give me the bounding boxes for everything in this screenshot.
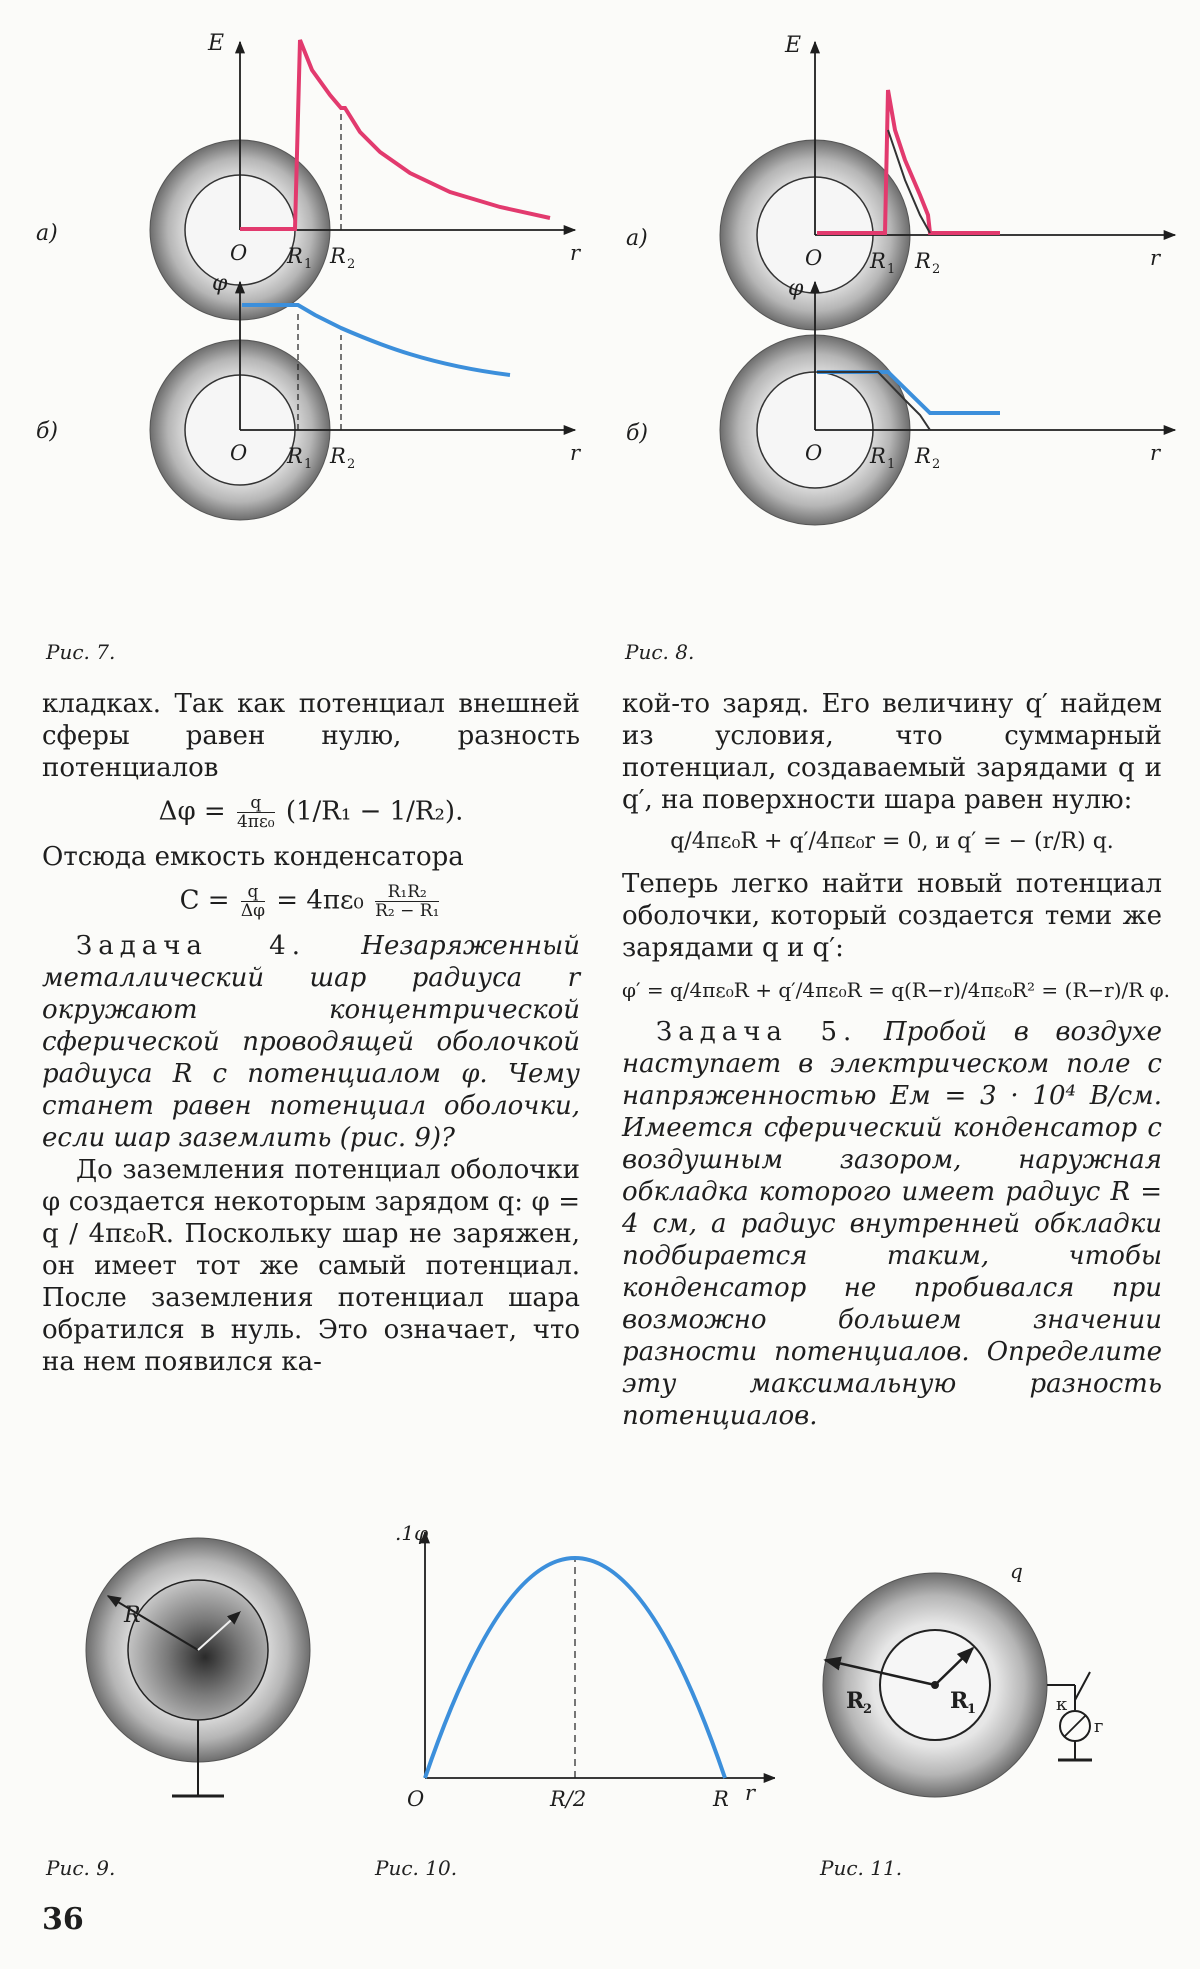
figure-9 xyxy=(80,1520,330,1820)
r2-sub-11: 2 xyxy=(863,1702,873,1717)
r-axis-label-7b: r xyxy=(570,441,581,465)
eq1-num: q xyxy=(237,794,275,813)
eq2-den: R₂ − R₁ xyxy=(375,901,440,921)
mid-label-10: R/2 xyxy=(550,1787,587,1811)
left-paragraph-3b: Поскольку шар не заряжен, он имеет тот же самый потенциал. После заземления потенциал шара обратился в нуль. Это означает, что на нем появился ка- xyxy=(42,1219,580,1377)
r2-label-7a: R xyxy=(330,244,346,268)
eq1-lhs: Δφ = xyxy=(158,796,226,827)
r1-sub-7b: 1 xyxy=(304,457,313,472)
left-column xyxy=(42,688,580,1378)
r-axis-label-8b: r xyxy=(1150,441,1161,465)
eq2-fraction xyxy=(375,883,439,920)
task-4 xyxy=(42,930,580,1154)
r2-sub-8b: 2 xyxy=(932,457,941,472)
equation-delta-phi xyxy=(42,794,580,831)
page-number: 36 xyxy=(42,1902,84,1937)
o-label-7b: O xyxy=(230,441,248,465)
phi-axis-label-8: φ xyxy=(788,276,804,301)
equation-capacitance xyxy=(42,883,580,920)
r1-sub-8b: 1 xyxy=(887,457,896,472)
r-label-9: R xyxy=(124,1603,141,1628)
right-paragraph-1: кой-то заряд. Его величину q′ найдем из условия, что суммарный потенциал, создаваемый зарядами q и q′, на поверхности шара равен нулю: xyxy=(622,689,1162,815)
left-paragraph-2: Отсюда емкость конденсатора xyxy=(42,842,464,872)
end-label-10: R xyxy=(713,1787,729,1811)
eq1-fraction xyxy=(237,794,275,831)
switch-11 xyxy=(1075,1672,1090,1700)
caption-fig-10: Рис. 10. xyxy=(375,1856,458,1880)
o-label-7a: O xyxy=(230,241,248,265)
eq2-num: R₁R₂ xyxy=(375,883,439,902)
left-paragraph-3-eq: φ = q / 4πε₀R. xyxy=(42,1187,581,1249)
figure-8 xyxy=(620,20,1180,620)
e-axis-label-7: E xyxy=(208,31,225,56)
task-4-text: Незаряженный металлический шар радиуса r окружают концентрической сферической проводящей оболочкой радиуса R с потенциалом φ. Чему станет равен потенциал оболочки, если шар заземлить (рис. 9)? xyxy=(42,931,580,1153)
o-label-10: O xyxy=(407,1787,425,1811)
o-label-8b: O xyxy=(805,441,823,465)
y-axis-label-10: .1φ xyxy=(395,1521,429,1545)
caption-fig-9: Рис. 9. xyxy=(46,1856,116,1880)
equation-phi-prime: φ′ = q/4πε₀R + q′/4πε₀R = q(R−r)/4πε₀R² = (R−r)/R φ. xyxy=(622,978,1171,1002)
left-paragraph-3a: До заземления потенциал оболочки φ создается некоторым зарядом q: xyxy=(42,1155,580,1217)
r2-label-7b: R xyxy=(330,444,346,468)
figure-10 xyxy=(395,1520,775,1820)
eq1-paren: (1/R₁ − 1/R₂). xyxy=(285,796,464,827)
phi-axis-label-7: φ xyxy=(212,271,228,296)
r1-sub-7a: 1 xyxy=(304,257,313,272)
switch-label-11: к xyxy=(1056,1694,1068,1715)
left-paragraph-1: кладках. Так как потенциал внешней сферы равен нулю, разность потенциалов xyxy=(42,689,580,783)
eq1-den: 4πε₀ xyxy=(236,812,275,832)
label-a-7: а) xyxy=(36,221,58,246)
figure-7 xyxy=(30,20,590,620)
task-5 xyxy=(622,1016,1162,1432)
r2-label-8a: R xyxy=(915,249,931,273)
caption-fig-7: Рис. 7. xyxy=(46,640,116,664)
r2-sub-7a: 2 xyxy=(347,257,356,272)
o-label-8a: O xyxy=(805,246,823,270)
task-4-label: Задача 4. xyxy=(76,931,306,961)
r2-label-11: R xyxy=(846,1688,865,1714)
r1-label-8b: R xyxy=(870,444,886,468)
label-b-7: б) xyxy=(36,419,59,444)
label-b-8: б) xyxy=(626,421,649,446)
right-paragraph-2: Теперь легко найти новый потенциал оболочки, который создается теми же зарядами q и q′: xyxy=(622,869,1162,963)
equation-q-prime: q/4πε₀R + q′/4πε₀r = 0, и q′ = − (r/R) q. xyxy=(670,829,1114,854)
r1-label-8a: R xyxy=(870,249,886,273)
left-paragraph-3 xyxy=(42,1154,580,1378)
r2-label-8b: R xyxy=(915,444,931,468)
task-5-text: Пробой в воздухе наступает в электрическом поле с напряженностью Eм = 3 · 10⁴ В/см. Имеется сферический конденсатор с воздушным зазором, наружная обкладка которого имеет радиус R = 4 см, а радиус внутренней обкладки подбирается таким, чтобы конденсатор не пробивался при возможно большем значении разности потенциалов. Определите эту максимальную разность потенциалов. xyxy=(622,1017,1163,1431)
r2-sub-8a: 2 xyxy=(932,262,941,277)
e-axis-label-8: E xyxy=(785,33,802,58)
eq2-mid: = 4πε₀ xyxy=(276,885,364,916)
r-axis-label-10: r xyxy=(745,1781,756,1805)
label-a-8: а) xyxy=(626,226,648,251)
r2-sub-7b: 2 xyxy=(347,457,356,472)
q-label-11: q xyxy=(1010,1560,1023,1583)
r1-sub-8a: 1 xyxy=(887,262,896,277)
eq2-lhs: C = xyxy=(179,885,230,916)
r1-label-7b: R xyxy=(287,444,303,468)
r-axis-label-8a: r xyxy=(1150,246,1161,270)
figure-11 xyxy=(810,1560,1170,1830)
task-5-label: Задача 5. xyxy=(656,1017,858,1047)
r1-label-7a: R xyxy=(287,244,303,268)
eq2-frac-q: $\frac{q}{\Delta\varphi}$ xyxy=(240,882,265,921)
caption-fig-11: Рис. 11. xyxy=(820,1856,903,1880)
right-column xyxy=(622,688,1171,1432)
galvanometer-label-11: г xyxy=(1094,1716,1104,1737)
caption-fig-8: Рис. 8. xyxy=(625,640,695,664)
r-axis-label-7a: r xyxy=(570,241,581,265)
r1-sub-11: 1 xyxy=(967,1702,977,1717)
r1-label-11: R xyxy=(950,1688,969,1714)
